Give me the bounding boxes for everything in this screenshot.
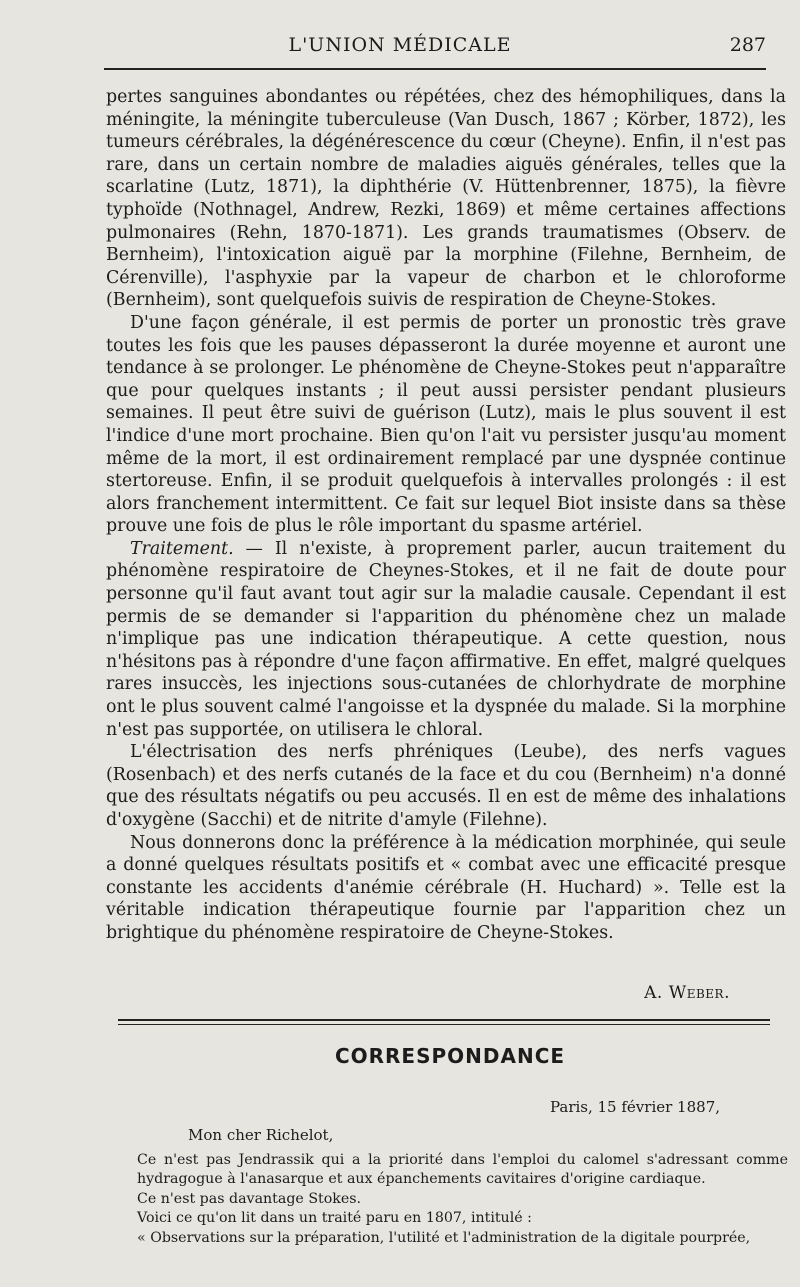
running-title: L'UNION MÉDICALE bbox=[288, 34, 512, 56]
header-rule bbox=[104, 68, 766, 70]
section-divider-thin bbox=[118, 1024, 770, 1025]
paragraph-treatment bbox=[106, 538, 786, 741]
letter-line: Ce n'est pas Jendrassik qui a la priorité dans l'emploi du calomel s'adressant comme hydragogue à l'anasarque et aux épanchements cavitaires d'origine cardiaque. bbox=[137, 1152, 788, 1188]
treatment-label: Traitement. bbox=[130, 538, 234, 559]
paragraph: D'une façon générale, il est permis de porter un pronostic très grave toutes les fois que les pauses dépasseront la durée moyenne et auront une tendance à se prolonger. Le phénomène de Cheyne-Stokes peut n'apparaître que pour quelques instants ; il peut aussi persister pendant plusieurs semaines. Il peut être suivi de guérison (Lutz), mais le plus souvent il est l'indice d'une mort prochaine. Bien qu'on l'ait vu persister jusqu'au moment même de la mort, il est ordinairement remplacé par une dyspnée continue stertoreuse. Enfin, il se produit quelquefois à intervalles prolongés : il est alors franchement intermittent. Ce fait sur lequel Biot insiste dans sa thèse prouve une fois de plus le rôle important du spasme artériel. bbox=[106, 312, 786, 537]
letter-line: Ce n'est pas davantage Stokes. bbox=[137, 1190, 362, 1207]
treatment-dash: — bbox=[233, 538, 275, 559]
paragraph: pertes sanguines abondantes ou répétées, chez des hémophiliques, dans la méningite, la méningite tuberculeuse (Van Dusch, 1867 ; Körber, 1872), les tumeurs cérébrales, la dégénérescence du cœur (Cheyne). Enfin, il n'est pas rare, dans un certain nombre de maladies aiguës générales, telles que la scarlatine (Lutz, 1871), la diphthérie (V. Hüttenbrenner, 1875), la fièvre typhoïde (Nothnagel, Andrew, Rezki, 1869) et même certaines affections pulmonaires (Rehn, 1870-1871). Les grands traumatismes (Observ. de Bernheim), l'intoxication aiguë par la morphine (Filehne, Bernheim, de Cérenville), l'asphyxie par la vapeur de charbon et le chloroforme (Bernheim), sont quelquefois suivis de respiration de Cheyne-Stokes. bbox=[106, 87, 786, 311]
letter-body bbox=[137, 1151, 788, 1248]
article-body bbox=[106, 86, 786, 945]
author-signature: A. Weber. bbox=[644, 983, 730, 1003]
letter-line: Voici ce qu'on lit dans un traité paru en 1807, intitulé : bbox=[137, 1210, 532, 1227]
treatment-text: Il n'existe, à proprement parler, aucun traitement du phénomène respiratoire de Cheynes-Stokes, et il ne fait de doute pour personne qu'il faut avant tout agir sur la maladie causale. Cependant il est permis de se demander si l'apparition du phénomène chez un malade n'implique pas une indication thérapeutique. A cette question, nous n'hésitons pas à répondre d'une façon affirmative. En effet, malgré quelques rares insuccès, les injections sous-cutanées de chlorhydrate de morphine ont le plus souvent calmé l'angoisse et la dyspnée du malade. Si la morphine n'est pas supportée, on utilisera le chloral. bbox=[106, 538, 786, 740]
paragraph: Nous donnerons donc la préférence à la médication morphinée, qui seule a donné quelques résultats positifs et « combat avec une efficacité presque constante les accidents d'anémie cérébrale (H. Huchard) ». Telle est la véritable indication thérapeutique fournie par l'apparition chez un brightique du phénomène respiratoire de Cheyne-Stokes. bbox=[106, 832, 786, 943]
letter-date: Paris, 15 février 1887, bbox=[549, 1098, 720, 1116]
section-title: CORRESPONDANCE bbox=[334, 1044, 566, 1068]
section-divider bbox=[118, 1019, 770, 1021]
letter-salutation: Mon cher Richelot, bbox=[188, 1126, 334, 1144]
letter-line: « Observations sur la préparation, l'utilité et l'administration de la digitale pourprée, bbox=[137, 1229, 751, 1246]
paragraph: L'électrisation des nerfs phréniques (Leube), des nerfs vagues (Rosenbach) et des nerfs cutanés de la face et du cou (Bernheim) n'a donné que des résultats négatifs ou peu accusés. Il en est de même des inhalations d'oxygène (Sacchi) et de nitrite d'amyle (Filehne). bbox=[106, 742, 786, 830]
page-number: 287 bbox=[729, 34, 766, 56]
page-header bbox=[0, 30, 800, 64]
